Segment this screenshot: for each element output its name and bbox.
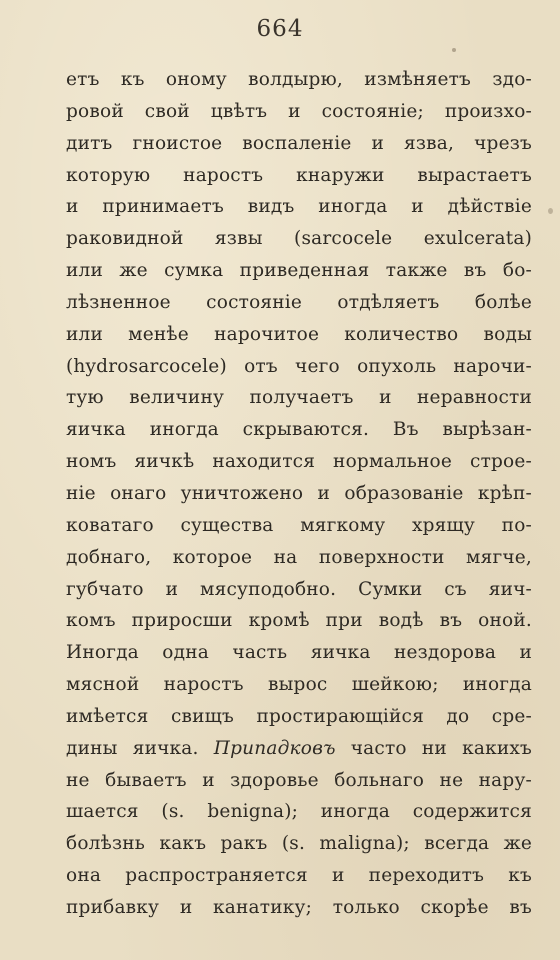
page-number: 664 [256, 16, 304, 42]
text-line: болѣзнь какъ ракъ (s. maligna); всегда же [66, 833, 532, 855]
text-line: добнаго, которое на поверхности мягче, [66, 546, 532, 568]
text-line-with-italic [66, 733, 532, 765]
paper-speck [548, 208, 553, 214]
text-line: номъ яичкѣ находится нормальное строе- [66, 451, 532, 473]
text-line: лѣзненное состояніе отдѣляетъ болѣе [66, 291, 532, 313]
text-line: или менѣе нарочитое количество воды [66, 323, 532, 345]
text-line: имѣется свищъ простирающійся до сре- [66, 705, 532, 727]
body-text [66, 64, 532, 924]
text-line: которую наростъ кнаружи вырастаетъ [66, 164, 532, 186]
text-line: тую величину получаетъ и неравности [66, 387, 532, 409]
text-line: она распространяется и переходитъ къ [66, 865, 532, 887]
text-line: раковидной язвы (sarcocele exulcerata) [66, 228, 532, 250]
text-line: прибавку и канатику; только скорѣе въ [66, 896, 532, 918]
text-line: дитъ гноистое воспаленіе и язва, чрезъ [66, 132, 532, 154]
text-line: коватаго существа мягкому хрящу по- [66, 514, 532, 536]
text-line: или же сумка приведенная также въ бо- [66, 260, 532, 282]
line-start: дины яичка. [66, 737, 199, 759]
line-end: часто ни какихъ [350, 737, 532, 759]
text-line: не бываетъ и здоровье больнаго не нару- [66, 769, 532, 791]
text-line: и принимаетъ видъ иногда и дѣйствіе [66, 196, 532, 218]
text-line: ровой свой цвѣтъ и состояніе; произхо- [66, 100, 532, 122]
text-line: Иногда одна часть яичка нездорова и [66, 642, 532, 664]
text-line: комъ приросши кромѣ при водѣ въ оной. [66, 610, 532, 632]
paper-speck [452, 48, 456, 52]
text-line: шается (s. benigna); иногда содержится [66, 801, 532, 823]
text-line: мясной наростъ вырос шейкою; иногда [66, 674, 532, 696]
text-line: яичка иногда скрываются. Въ вырѣзан- [66, 419, 532, 441]
italic-term: Припадковъ [213, 737, 336, 759]
text-line: (hydrosarcocele) отъ чего опухоль нарочи- [66, 355, 532, 377]
text-line: ніе онаго уничтожено и образованіе крѣп- [66, 482, 532, 504]
text-line: етъ къ оному волдырю, измѣняетъ здо- [66, 69, 532, 90]
text-line: губчато и мясуподобно. Сумки съ яич- [66, 578, 532, 600]
